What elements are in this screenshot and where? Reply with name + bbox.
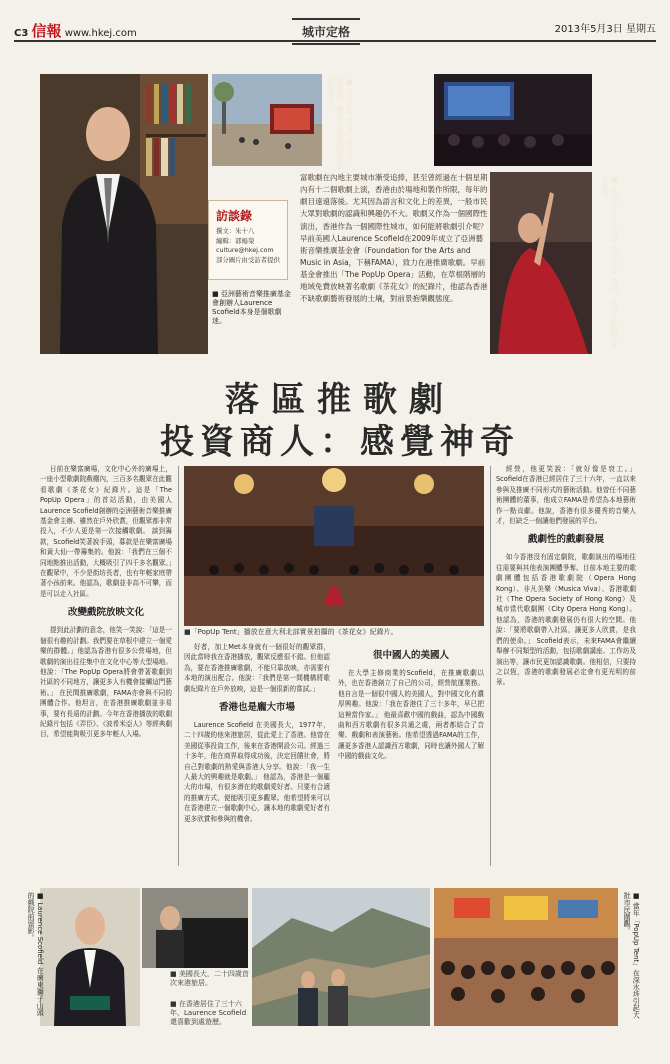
caption-bottom-portrait: ■ Laurence Scofield 在廣東獅子山頭的戲院前留影。 [27, 892, 45, 1016]
header-right [555, 20, 656, 35]
column-divider-2 [490, 466, 491, 866]
issue-date: 2013年5月3日 [554, 24, 623, 35]
headline-line1: 落區推歌劇 [225, 380, 455, 420]
interview-writer: 撰文：朱十八 [216, 227, 255, 235]
interview-meta [216, 227, 280, 265]
caption-soprano: ■ 女高音在戶外演唱《茶花女》選段，吸引大批觀眾駐足欣賞。 [601, 176, 619, 348]
column-4b-text: 如今香港沒有固定劇院，歌劇演出的場地往往需要與其他表演團體爭奪。目前本地主要的歌劇團體包括香港歌劇院（Opera Hong Kong）、非凡美樂（Musica Viva）、香港歌劇社（The Opera Society of Hong Kong）及城市當代歌劇團（City Opera Hong Kong）。他認為，香港的歌劇發展仍有很大的空間。他說：「要將歌劇帶入社區，讓更多人欣賞，是我們的使命。」 Scofield表示，未來FAMA會繼續舉辦不同類型的活動，包括歌劇講座、工作坊及演出等，讓市民更加認識歌劇。他相信，只要持之以恆，香港的歌劇發展必定會有更光明的前景。 [496, 553, 636, 687]
caption-bottom-wall: ■ 在香港居住了三十六年，Laurence Scofield還喜歡到處遊歷。 [170, 1000, 247, 1027]
caption-opera-stage: ■「PopUp Tent」播放在意大利北部實景拍攝的《茶花女》紀錄片。 [184, 628, 398, 636]
newspaper-logo: 信報 [31, 22, 62, 40]
subhead-1: 改變戲院放映文化 [67, 607, 144, 619]
column-2-text: 好者，加上Met本身就有一個很好的觀眾群，因此當時我在香港播放，觀眾反應很不錯。但他認為，要在香港推廣歌劇，不能只靠放映，亦需要有本地的演出配合。他說：「我們是第一間機構將歌劇紀錄片在戶外放映，這是一個很新的嘗試。」 [184, 643, 330, 693]
caption-popup-tent: ■「PopUp Tent」內有四十個座位，觀眾可於帳內欣賞歌劇紀錄片。 [327, 78, 354, 169]
caption-bottom-crowd: ■ 當年「PopUp Tent」在深水埗引起大批市民圍觀。 [623, 892, 641, 1019]
column-3-text: 在大學主修商業的Scofield，在推廣歌劇以外，也在香港創立了自己的公司，經營航運業務。他自言是一個很中國人的美國人，對中國文化有濃厚興趣。他說：「我在香港住了三十多年，早已把這裡當作家。」 他最喜歡中國的戲曲，認為中國戲曲和西方歌劇有很多共通之處，兩者都結合了音樂、戲劇和表演藝術。他希望透過FAMA的工作，讓更多香港人認識西方歌劇，同時也讓外國人了解中國的戲曲文化。 [338, 669, 484, 761]
interview-email: culture@hkej.com [216, 246, 274, 255]
page-number: C3 [14, 28, 29, 39]
article-column-3 [338, 642, 484, 766]
article-column-2 [184, 642, 330, 828]
header-rule [14, 40, 656, 42]
photo-tent-screening [434, 74, 592, 166]
caption-bottom-piano: ■ 美國長大，二十四歲首次來港旅居。 [170, 970, 249, 988]
photo-bottom-portrait [40, 888, 140, 1026]
interview-note: 部分圖片由受訪者提供 [216, 255, 280, 264]
subhead-3: 很中國人的美國人 [372, 650, 449, 661]
caption-top-left-photo: ■ 亞洲藝術音樂推廣基金會創辦人Laurence Scofield本身是個歌劇迷。 [212, 290, 291, 326]
interview-title: 訪談錄 [216, 209, 253, 223]
site-url: www.hkej.com [64, 28, 137, 39]
photo-bottom-piano [142, 888, 248, 968]
subhead-2: 香港也是龐大市場 [218, 702, 295, 714]
subhead-4: 戲劇性的戲劇發展 [527, 534, 604, 546]
headline-line2: 投資商人：感覺神奇 [160, 422, 520, 462]
photo-bottom-crowd [434, 888, 618, 1026]
interview-box [208, 200, 288, 280]
issue-weekday: 星期五 [626, 24, 656, 35]
column-1b-text: 提到此計劃的意念，他笑一笑說：「這是一個很有趣的計劃。我們要在草根中建立一個愛樂的群體。」他認為香港有很多公營場地，但歌劇的演出往往集中在文化中心等大型場地。他說：「The PopUp Opera將會帶著歌劇到社區的不同地方，讓更多人有機會接觸這門藝術。」 在民間推廣歌劇，FAMA亦會與不同的團體合作。他坦言，在香港推廣歌劇並非易事，要有長遠的計劃。今年在香港播放的歌劇紀錄片包括《弄臣》、《波希米亞人》等經典劇目，希望能夠吸引更多年輕人入場。 [40, 626, 172, 739]
section-title: 城市定格 [292, 18, 360, 45]
column-4-text: 經營，他更笑說：「就好像是衰工。」 Scofield在香港已經居住了三十六年，一直以來參與及推廣不同形式的藝術活動。他曾任不同藝術團體的董事，他成立FAMA是希望為本地藝術作一點貢獻。他說，香港有很多優秀的音樂人才，但缺乏一個讓他們發展的平台。 [496, 465, 636, 526]
column-divider-1 [178, 466, 179, 866]
photo-soprano [490, 172, 592, 354]
intro-paragraph: 富歌劇在內地主要城市漸受追捧，甚至曾經過在十個星期內有十二個歌劇上演，香港由於場地和製作所限，每年的劇目遠遠落後。尤其因為語言和文化上的差異，一般市民大眾對歌劇的認識和興趣仍不大。歌劇又作為一個國際性演出，香港作為一個國際性城市，如何能將歌劇引介呢？ 早前美國人Laurence Scofield在2009年成立了亞洲藝術音樂推廣基金會（Foundation for the Arts and Music in Asia，下稱FAMA），致力在港推廣歌劇。早前基金會推出「The PopUp Opera」活動，在草根階層的地域免費放映著名歌劇《茶花女》的紀錄片，他認為香港不缺歌劇藝術發展的土壤，對前景抱樂觀態度。 [300, 173, 488, 304]
article-column-1 [40, 464, 172, 744]
photo-bottom-great-wall [252, 888, 430, 1026]
article-column-4 [496, 464, 636, 692]
photo-opera-stage [184, 466, 484, 626]
column-1-text: 日前在樂富廣場，文化中心外的廣場上，一座小型歌劇院戲棚內，三百多名觀眾在此觀看歌劇《茶花女》紀錄片。這是「The PopUp Opera」的首站活動，由美國人Laurence Scofield創辦的亞洲藝術音樂推廣基金會主辦。雖然在戶外欣賞，但觀眾都非常投入，不少人更是第一次接觸歌劇。 談到籌款，Scofield笑著說手頭，募款是在樂富廣場和黃大仙一帶籌集的。他說：「我們在三個不同地點推出活動，大概吸引了四千多名觀眾。」在觀眾中，不少是街坊長者，也有年輕家庭帶著小孩前來。他認為，歌劇並非高不可攀，而是可以走入社區。 [40, 465, 172, 598]
photo-outdoor-tent [212, 74, 322, 166]
photo-scofield-portrait [40, 74, 208, 354]
page-header [14, 10, 656, 40]
header-left [14, 20, 137, 41]
column-2b-text: Laurence Scofield 在美國長大，1977年，二十四歲的他來港旅居，從此愛上了香港。他曾在美國從事投資工作，後來在香港開設公司。經過三十多年，他在商界取得成功後，決定回饋社會，將自己對歌劇的熱愛與香港人分享。他說：「我一生人最大的興趣就是歌劇。」 他認為，香港是一個龐大的市場，有很多潛在的歌劇愛好者。只要有合適的推廣方式，便能吸引更多觀眾。他希望將來可以在香港建立一個歌劇中心，讓本地的歌劇愛好者有更多欣賞和參與的機會。 [184, 721, 330, 823]
interview-editor: 編輯：郭楊榮 [216, 236, 255, 245]
